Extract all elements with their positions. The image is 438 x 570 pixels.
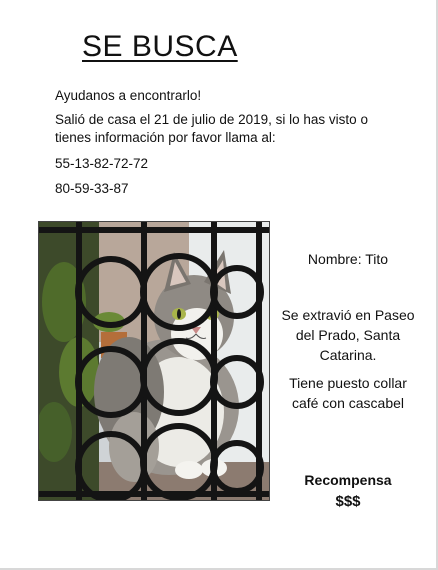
cat-name: Nombre: Tito [307,251,389,267]
reward-label: Recompensa [304,472,392,488]
poster-title: SE BUSCA [82,30,238,63]
lost-location: Se extravió en Paseo del Prado, Santa Catarina. [281,307,415,363]
phone-number-1: 55-13-82-72-72 [55,156,149,171]
collar-description: Tiene puesto collar café con cascabel [289,375,407,411]
cat-photo [38,221,270,501]
details-text: Salió de casa el 21 de julio de 2019, si lo has visto o tienes información por favor llama al: [55,112,368,145]
phone-number-2: 80-59-33-87 [55,181,129,196]
reward-value: $$$ [335,493,361,510]
intro-text: Ayudanos a encontrarlo! [55,88,202,103]
